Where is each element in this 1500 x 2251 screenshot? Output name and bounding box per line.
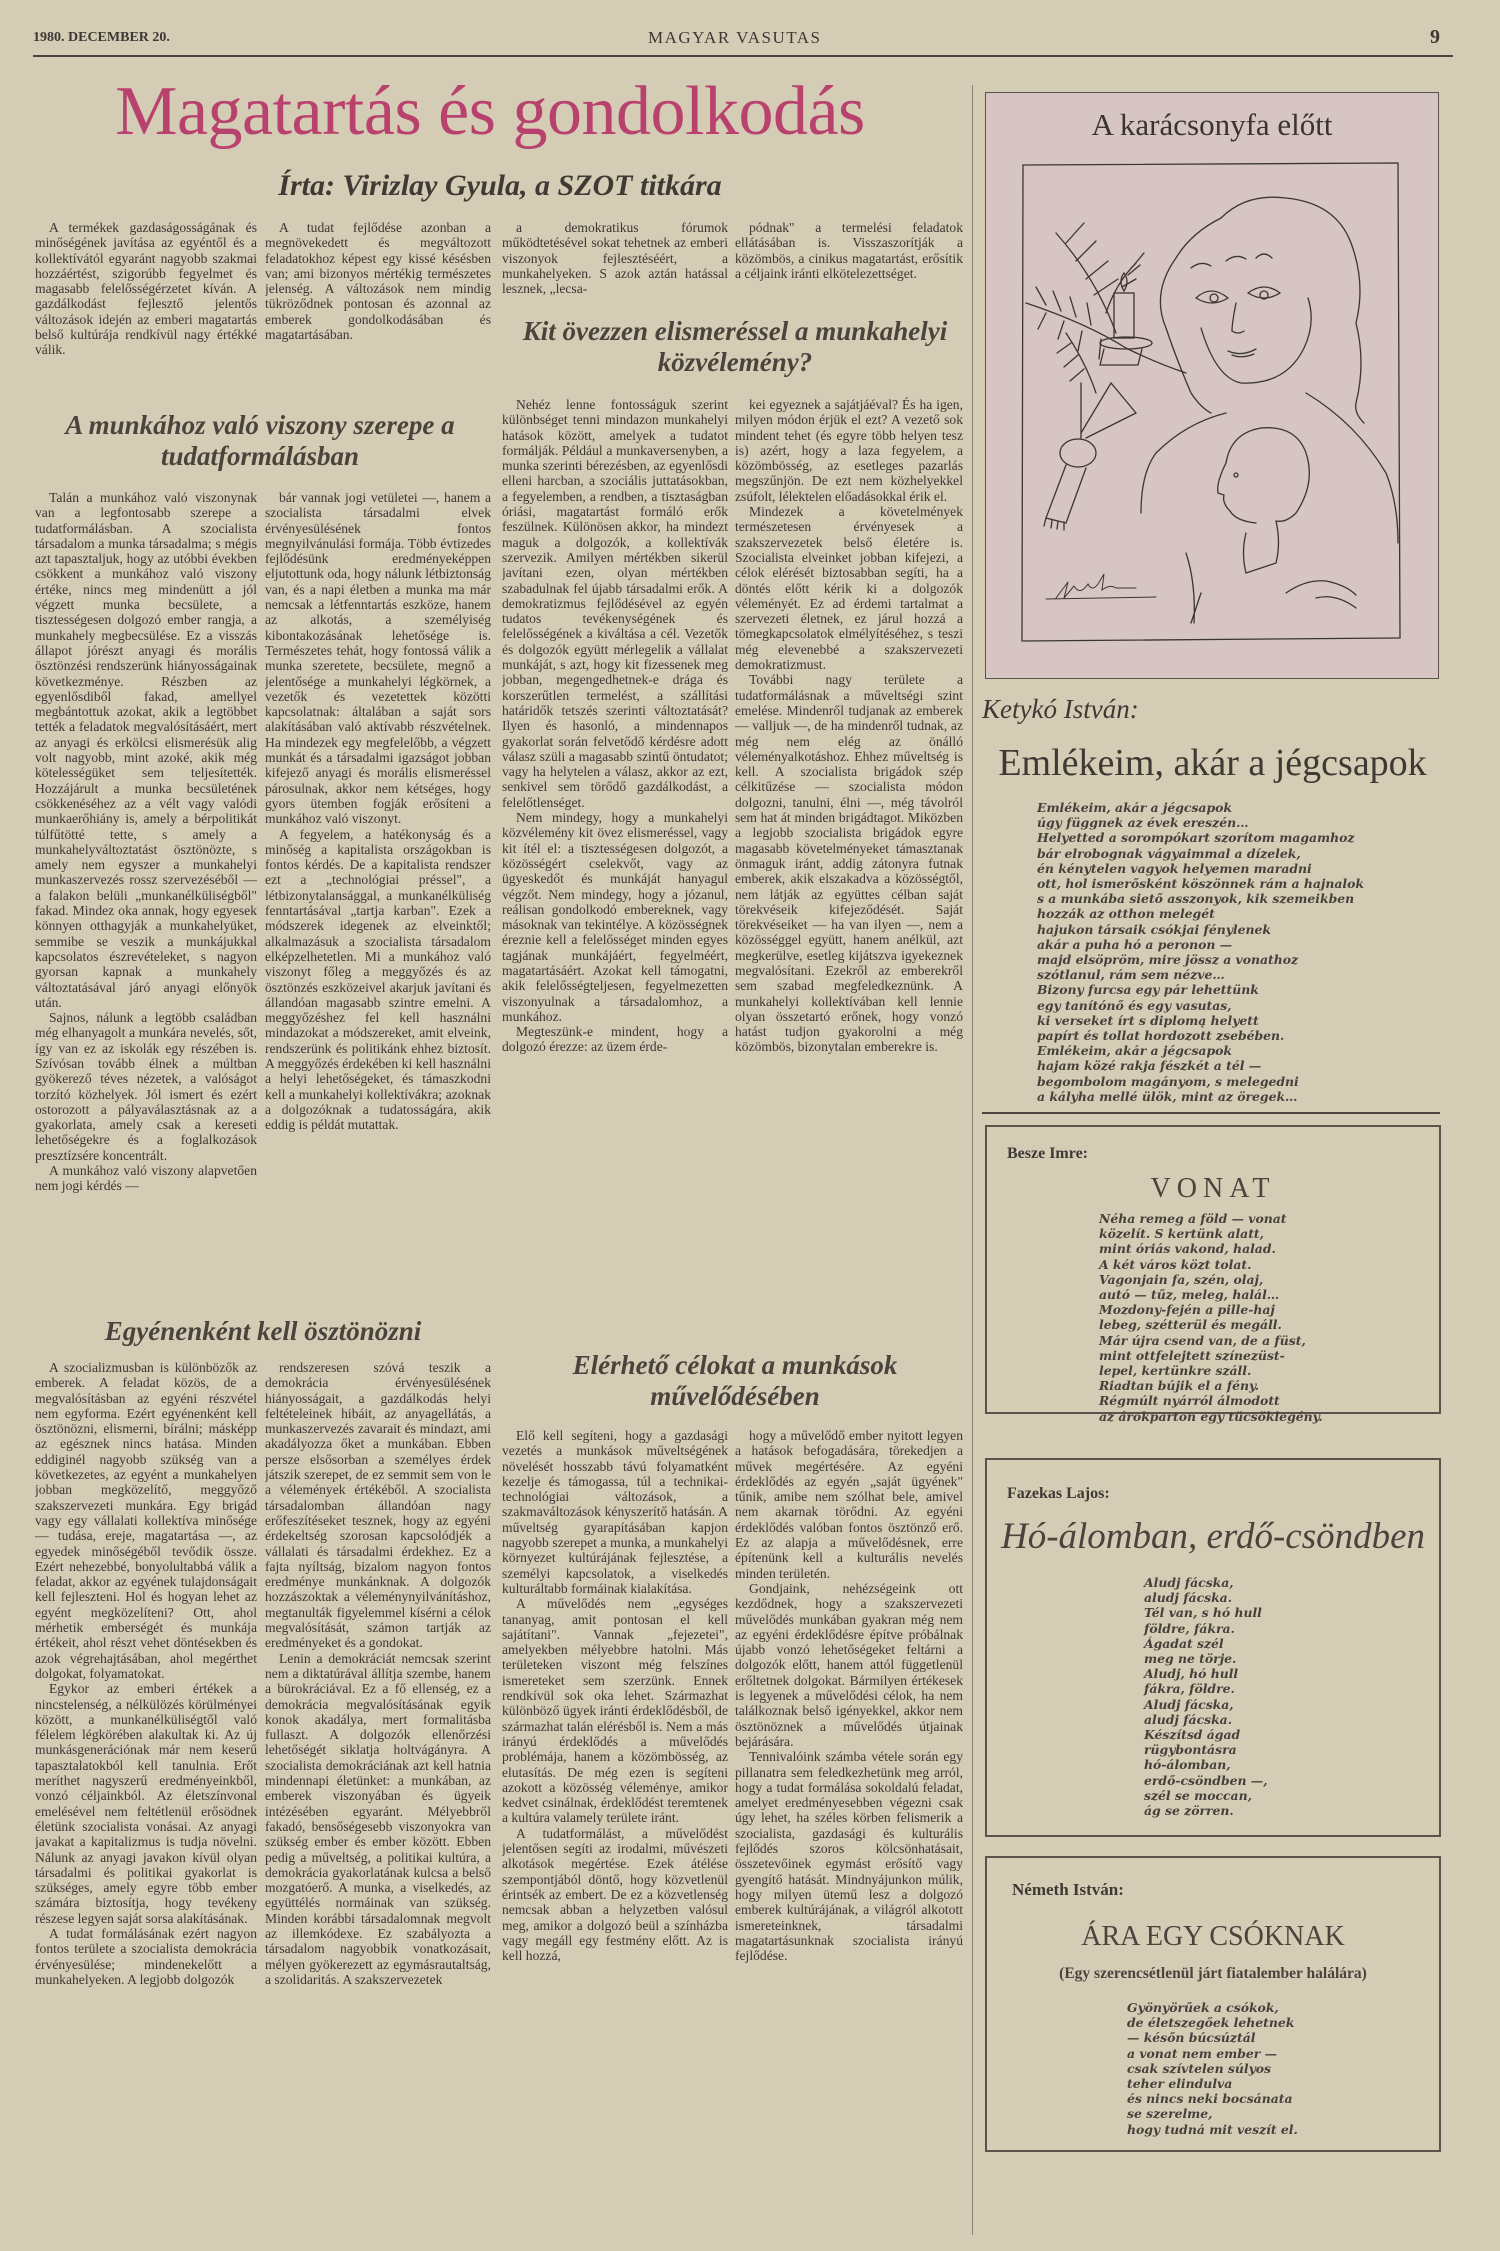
section-elerheto-column-2 (735, 1428, 963, 2228)
woman-figure (1141, 197, 1398, 543)
section-munkahoz-column-2 (265, 490, 491, 1290)
poem-line: Vagonjain fa, szén, olaj, (1099, 1271, 1264, 1287)
poem-line: földre, fákra. (1144, 1620, 1235, 1636)
poem-line: Bizony furcsa egy pár lehettünk (1037, 982, 1259, 998)
article-paragraph: A szocializmusban is különbözők az emberek. A feladat közös, de a megvalósításban az egyéni részvétel nem egyforma. Ezért egyénenként kell ösztönözni, elismerni, bírálni; másképp az egésznek nincs hatása. Minden eddiginél nagyobb szükség van a következetes, az egyént a munkahelyen jobban megközelítő, meggyőző szakszervezeti munkára. Egy brigád vagy egy vállalati kollektíva minősége — tudása, ereje, magatartása —, az egyedek minőségéből tevődik össze. Ezért nehezebbé, bonyolultabbá válik a feladat, akkor az egyének tulajdonságait kell fejleszteni. Hol és hogyan lehet az egyént megközelíteni? Ott, ahol mérhetik emberségét és munkája értékeit, ahol részt vehet döntésekben és azok végrehajtásában, ahol megérthet dolgokat, folyamatokat. (35, 1360, 257, 1681)
poem-divider (982, 1112, 1440, 1114)
masthead-paper-name: MAGYAR VASUTAS (648, 28, 822, 47)
poem-line: egy tanítónő és egy vasutas, (1037, 997, 1232, 1013)
poem-author-besze: Besze Imre: (1007, 1145, 1088, 1162)
poem-line: majd elsöpröm, mire jössz a vonathoz (1037, 952, 1299, 968)
article-paragraph: kei egyeznek a sajátjáéval? És ha igen, milyen módon érjük el ezt? A vezető sok mindent tehet (és egyre több helyen tesz is) azért, hogy a laza fegyelem, a közömbösség, az esetleges pazarlás megszűnjön. De ezt nem közhelyekkel zsúfolt, lélektelen előadásokkal érik el. (735, 397, 963, 504)
article-paragraph: rendszeresen szóvá teszik a demokrácia érvényesülésének hiányosságait, a gazdálkodás helyi feltételeinek hibáit, az anyagellátás, a munkaszervezés zavarait és mindazt, ami akadályozza őket a munkában. Ebben persze elsősorban a személyes érdek játszik szerepet, de ez semmit sem von le a vélemények értékéből. A szocialista társadalomban állandóan nagy erőfeszítéseket tesznek, hogy az egyéni érdekeltség szorosan kapcsolódjék a vállalati és társadalmi érdekhez. Ez a fajta nyíltság, bizalom nagyon fontos eredménye munkánknak. A dolgozók hozzászoktak a véleménynyilvánításhoz, megtanulták figyelemmel kísérni a célok megvalósítását, számon tartják az eredményeket és a gondokat. (265, 1360, 491, 1651)
poem-line: de életszegőek lehetnek (1127, 2015, 1295, 2031)
poem-line: se szerelme, (1127, 2106, 1213, 2122)
section-heading-kit-ovezzen: Kit övezzen elismeréssel a munkahelyi közvélemény? (522, 316, 948, 377)
poem-line: Emlékeim, akár a jégcsapok (1037, 800, 1232, 815)
poem-line: szótlanul, rám sem nézve… (1037, 967, 1225, 983)
poem-line: Helyetted a sorompókart szorítom magamhoz (1037, 830, 1355, 846)
poem-box-ho-alomban (985, 1458, 1441, 1837)
poem-body-vonat (1099, 1211, 1323, 1424)
article-byline: Írta: Virizlay Gyula, a SZOT titkára (278, 169, 722, 202)
poem-box-vonat (985, 1125, 1441, 1424)
poem-line: közelít. S kertünk alatt, (1099, 1226, 1264, 1242)
poem-line: ott, hol ismerősként köszönnek rám a hajnalok (1037, 876, 1364, 892)
article-paragraph: bár vannak jogi vetületei —, hanem a szocialista társadalmi elvek érvényesülésének fontos megnyilvánulási formája. Több évtizedes fejlődésünk eredményeképpen eljutottunk oda, hogy nálunk létbiztonság van, és a napi életben a munka ma már nemcsak a létfenntartás eszköze, hanem az alkotás, a személyiség kibontakozásának lehetősége is. Természetes tehát, hogy fontossá válik a munka szeretete, becsülete, megnő a jelentősége a munkahelyi légkörnek, a vezetők és vezetettek közötti kapcsolatnak: általában a saját sors alakításában való aktívabb részvételnek. Ha mindezek egy megfelelőbb, a végzett munkát és a társadalmi igazságot jobban kifejező anyagi és morális elismeréssel párosulnak, akkor nem kétséges, hogy gyors ütemben fogják erősíteni a munkához való viszonyt. (265, 490, 491, 827)
poem-line: Riadtan bújik el a fény. (1099, 1378, 1260, 1394)
article-paragraph: A tudatformálást, a művelődést jelentősen segíti az irodalmi, művészeti alkotások megértése. Ezek átélése szempontjából döntő, hogy közvetlenül érintsék az embert. De ez a közvetlenség nemcsak abban a helyzetben valósul meg, amikor a dolgozó beül a színházba vagy megáll egy festmény előtt. Az is kell hozzá, (502, 1825, 728, 1964)
illustration-title: A karácsonyfa előtt (1091, 107, 1333, 142)
poem-line: az árokparton egy tücsöklegény. (1099, 1408, 1323, 1424)
article-paragraph: A termékek gazdaságosságának és minőségének javítása az egyéntől és a kollektívától egyaránt nagyobb szakmai hozzáértést, szigorúbb fegyelmet és magasabb felelősségérzetet kíván. A gazdálkodást fejlesztő jelentős változások idején az emberi magatartás belső kultúrája rendkívül nagy értékké válik. (35, 220, 257, 358)
poem-line: aludj fácska. (1144, 1590, 1233, 1606)
child-figure (1186, 428, 1356, 623)
poem-line: Emlékeim, akár a jégcsapok (1037, 1043, 1232, 1059)
article-paragraph: A művelődés nem „egységes tananyag, amit pontosan el kell sajátítani". Vannak „fejezetei", amelyekben mélyebbre hatolni. Más területeken viszont még felszínes ismereteket sem szerzünk. Ennek rendkívül sok oka lehet. Származhat különböző ügyek iránti érdeklődésből, de származhat talán elérésből is. Nem a más irányú érdeklődés a művelődés problémája, hanem a közömbösség, az elutasítás. De még ezen is segíteni azokott a közösség véleménye, amikor kedvet csinálnak, érdeklődést teremtenek a kultúra valamely területe iránt. (502, 1596, 728, 1826)
article-paragraph: Megteszünk-e mindent, hogy a dolgozó érezze: az üzem érde- (502, 1024, 728, 1055)
poem-line: rügybontásra (1144, 1742, 1237, 1758)
section-heading-elerheto: Elérhető célokat a munkások művelődésében (572, 1350, 898, 1411)
section-egyenenkent-column-1 (35, 1360, 257, 2230)
poem-line: Néha remeg a föld — vonat (1099, 1211, 1287, 1226)
poem-line: lebeg, szétterül és megáll. (1099, 1317, 1282, 1333)
intro-column-1 (35, 220, 257, 395)
poem-line: hajukon társaik csókjai fénylenek (1037, 921, 1271, 937)
poem-line: mint óriás vakond, halad. (1099, 1241, 1276, 1257)
poem-title-ho-alomban: Hó-álomban, erdő-csöndben (1000, 1516, 1426, 1557)
ornament-bow-icon (1044, 383, 1136, 530)
poem-line: hajam közé rakja fészkét a tél — (1037, 1058, 1262, 1074)
article-paragraph: Talán a munkához való viszonynak van a legfontosabb szerepe a tudatformálásban. A szocialista társadalom a munka társadalma; s mégis azt tapasztaljuk, hogy az utóbbi években csökkent a munkához való viszony értéke, nincs meg mindenütt a jól végzett munka becsülete, a tisztességesen dolgozó ember rangja, a munkahely megbecsülése. Ez a visszás állapot jórészt anyagi és morális ösztönzési rendszerünk hiányosságainak következménye. Részben az egyenlősdiből fakad, amellyel megbántottuk azokat, akik a legtöbbet tették a feladatok megvalósításáért, mert az anyagi és erkölcsi elismerésük alig volt nagyobb, mint azoké, akik még kötelességüket sem teljesítették. Hozzájárult a munka becsületének csökkenéséhez az a vélt vagy valódi munkaerőhiány is, amely a bérpolitikát túlfűtötté tette, s amely a munkahelyváltoztatást ösztönözte, s amely nem egyszer a munkahelyi munkaszervezés rossz szervezéséből — a falakon belüli „munkanélküliségből" fakad. Mindez oka annak, hogy egyesek könnyen otthagyják a munkahelyüket, semmibe se veszik a munkájukkal kapcsolatos észrevételeket, s nagyon gyorsan kapnak a munkahely változtatásával járó anyagi előnyök után. (35, 490, 257, 1010)
poem-line: A két város közt tolat. (1099, 1256, 1252, 1272)
article-paragraph: Sajnos, nálunk a legtöbb családban még elhanyagolt a munkára nevelés, sőt, így van ez az iskolák egy részében is. Szívósan tovább élnek a múltban gyökerező téves nézetek, a valóságot torzító közhelyek. Jól ismert és ezért ostorozott a pályaválasztásnak az a gyakorlata, amely csak a kereseti lehetőségekre és a foglalkozások presztízsére koncentrált. (35, 1010, 257, 1163)
article-paragraph: Gondjaink, nehézségeink ott kezdődnek, hogy a szakszervezeti művelődés munkában gyakran még nem az egyéni érdeklődésre építve próbálnak újabb vonzó lehetőségeket feltárni a dolgozók előtt, hanem attól függetlenül erőltetnek dolgokat. Bármilyen értékesek is legyenek a művelődési célok, ha nem találkoznak belső igényekkel, akkor nem ösztönöznek a művelődés útjainak bejárására. (735, 1580, 963, 1749)
poem-line: a vonat nem ember — (1127, 2045, 1277, 2061)
article-paragraph: Lenin a demokráciát nemcsak szerint nem a diktatúrával állítja szembe, hanem a bürokráciával. Ez a fő ellenség, ez a demokrácia megvalósításának egyik konok akadálya, mert formalitásba fullaszt. A dolgozók ellenőrzési lehetőségét siklatja holtvágányra. A szocialista demokráciának azt kell hatnia mindennapi életünket: a munkában, az emberek viszonyában és ügyeik intézésében egyaránt. Mélyebbről fakadó, bensőségesebb viszonyokra van szükség ember és ember között. Ebben pedig a műveltség, a politikai kultúra, a demokrácia gyakorlatának kulcsa a belső mozgatóerő. A munka, a viselkedés, az együttélés normáinak van szükség. Minden korábbi társadalomnak megvolt az illemkódexe. Ez szabályozta a társadalom nagyobbik vonatkozásait, mélyen gyökerezett az egymásrautaltság, a szolidaritás. A szakszervezetek (265, 1650, 491, 1987)
intro-column-3 (502, 220, 728, 300)
poem-line: ág se zörren. (1144, 1803, 1234, 1819)
poem-line: begombolom magányom, s melegedni (1037, 1073, 1299, 1089)
page-number: 9 (1430, 26, 1440, 48)
poem-line: — későn búcsúztál (1127, 2030, 1256, 2046)
poem-line: Ágadat szél (1144, 1635, 1224, 1651)
poem-line: csak szívtelen súlyos (1127, 2060, 1272, 2076)
section-heading-munkahoz: A munkához való viszony szerepe a tudatformálásban (65, 410, 455, 471)
poem-line: Aludj fácska, (1144, 1575, 1234, 1590)
poem-line: aludj fácska. (1144, 1711, 1233, 1727)
illustration-box (985, 92, 1439, 679)
artist-signature (1046, 574, 1156, 599)
poem-line: Tél van, s hó hull (1144, 1605, 1262, 1621)
poem-line: s a munkába siető asszonyok, kik szemeikben (1037, 891, 1355, 907)
article-paragraph: Egykor az emberi értékek a nincstelenség, a nélkülözés körülményei között, a munkanélküliségtől való félelem légkörében alakultak ki. Az új munkásgenerációnak már nem keserű tapasztalatokból kell tanulnia. Erőt meríthet nagyszerű eredményeinkből, vonzó céljainkból. Az életszínvonal emelésével nem feltétlenül erősödnek életünk szocialista vonásai. Az anyagi javakat a kapitalizmus is tudja növelni. Nálunk az anyagi javakon kívül olyan társadalmi és politikai gyakorlat is szükséges, amely egyre több ember számára biztosítja, hogy tevékeny részese legyen saját sorsa alakításának. (35, 1681, 257, 1926)
article-paragraph: A fegyelem, a hatékonyság és a minőség a kapitalista országokban is fontos kérdés. De a kapitalista rendszer ezt a „technológiai préssel", a létbizonytalansággal, a munkanélküliség fenntartásával „tartja karban". Ezek a módszerek idegenek az elveinktől; alkalmazásuk a szocialista társadalom elképzelhetetlen. Mi a munkához való viszonyt főleg a meggyőzés és az ösztönzés eszközeivel akarjuk javítani és állandóan magasabb szintre emelni. A meggyőzéshez fel kell használni mindazokat a módszereket, amit elveink, rendszerünk és politikánk ehhez biztosít. A meggyőzés érdekében ki kell használni a helyi lehetőségeket, és támaszkodni kell a munkahelyi kollektívákra; azoknak a dolgozóknak a tudatosságára, akik eddig is példát mutattak. (265, 826, 491, 1133)
poem-line: papírt és tollat hordozott zsebében. (1037, 1028, 1285, 1044)
article-paragraph: Elő kell segíteni, hogy a gazdasági vezetés a munkások műveltségének növelését hosszabb távú folyamatként kezelje és támogassa, túl a technikai-technológiai változások, a szakmaváltozások kényszerítő hatásán. A műveltség gyarapításában kapjon nagyobb szerepet a munka, a munkahelyi környezet kultúrájának fejlesztése, a személyi kapcsolatok, a viselkedés kulturáltabb formáinak kialakítása. (502, 1428, 728, 1596)
poem-line: lepel, kertünkre száll. (1099, 1363, 1252, 1379)
section-munkahoz-column-1 (35, 490, 257, 1290)
poem-line: Régmúlt nyárról álmodott (1099, 1393, 1280, 1409)
article-paragraph: a demokratikus fórumok működtetésével sokat tehetnek az emberi viszonyok fejlesztéséért, a munkahelyeken. S azok aztán hatással lesznek, „lecsa- (502, 220, 728, 297)
poem-line: szél se moccan, (1144, 1787, 1252, 1803)
poem-line: Aludj, hó hull (1144, 1666, 1239, 1682)
poem-line: ki verseket írt s diplomą helyett (1037, 1012, 1259, 1028)
poem-body-ara-egy-csoknak (1127, 2000, 1298, 2137)
article-paragraph: hogy a művelődő ember nyitott legyen a hatások befogadására, törekedjen a művek megértésére. Az egyéni érdeklődés az egyén „saját ügyének" tűnik, amibe nem szólhat bele, amivel nem akarnak törődni. Az egyéni érdeklődés valóban fontos ösztönző erő. Ez az alapja a művelődésnek, erre építenünk kell a kulturális nevelés minden területén. (735, 1428, 963, 1581)
section-heading-egyenenkent: Egyénenként kell ösztönözni (104, 1316, 422, 1346)
poem-line: hozzák az otthon melegét (1037, 906, 1215, 922)
poem-line: hogy tudná mit veszít el. (1127, 2121, 1298, 2137)
poem-line: teher elindulva (1127, 2076, 1233, 2092)
poem-line: Aludj fácska, (1144, 1696, 1234, 1712)
poem-title-ara-egy-csoknak: ÁRA EGY CSÓKNAK (1081, 1921, 1345, 1952)
article-paragraph: További nagy területe a tudatformálásnak a műveltségi szint emelése. Mindenről tudjanak az emberek — valljuk —, de ha mindenről tudnak, az még nem elég az önálló véleményalkotáshoz. Ehhez műveltség is kell. A szocialista brigádok szép célkitűzése — szocialista módon dolgozni, tanulni, élni —, még távolról sem hat át minden brigádtagot. Miközben a legjobb szocialista brigádok egyre magasabb követelményeket támasztanak önmaguk iránt, addig zátonyra futnak emberek, akik elszakadva a közösségtől, nem látják az együttes célban saját törekvéseik kifejeződését. Saját törekvéseiket — ha van ilyen —, nem a közösséggel együtt, hanem anélkül, azt megkerülve, esetleg kijátszva igyekeznek megvalósítani. Ezekről az emberekről sem szabad megfeledkeznünk. A munkahelyi kollektívában kell lennie olyan összetartó erőnek, hogy vonzó hatást tudjon gyakorolni a még közömbös, bizonytalan emberekre is. (735, 672, 963, 1055)
article-paragraph: A tudat formálásának ezért nagyon fontos területe a szocialista demokrácia érvényesülése; mindenekelőtt a munkahelyeken. A legjobb dolgozók (35, 1925, 257, 1987)
poem-title-vonat: VONAT (1150, 1173, 1276, 1204)
intro-column-4 (735, 220, 963, 300)
poem-author-ketyko: Ketykó István: (982, 694, 1139, 724)
article-paragraph: pódnak" a termelési feladatok ellátásában is. Visszaszorítják a közömbös, a cinikus magatartást, erősítik a céljaink iránti elkötelezettséget. (735, 220, 963, 281)
article-paragraph: Nehéz lenne fontosságuk szerint különbséget tenni mindazon munkahelyi hatások között, amelyek a tudatot formálják. Például a munkaversenyben, a munka szerinti bérezésben, az egyenlősdi elleni harcban, a szociális juttatásokban, a fegyelemben, a rendben, a tisztaságban óriási, magatartást formáló erők feszülnek. Különösen akkor, ha mindezt maguk a dolgozók, a kollektívák szervezik. Amilyen mértékben sikerül javítani ezen, olyan mértékben szabadulnak fel újabb társadalmi erők. A demokratizmus fejlődésével az egyén tudatos tevékenységének és felelősségének a kiváltása a cél. Vezetők és dolgozók együtt mérlegelik a vállalat munkáját, s azt, hogy kit fizessenek meg jobban, megengedhetnek-e drága és korszerűtlen termelést, a szállítási határidők tetszés szerinti változtatását? Ilyen és hasonló, a mindennapos gyakorlat során felvetődő kérdésre adott válasz szüli a magasabb szintű öntudatot; vagy ha helytelen a válasz, akkor az ezt, senkivel sem törődő gazdálkodást, a felelőtlenséget. (502, 397, 728, 810)
poem-line: Készítsd ágad (1144, 1727, 1241, 1743)
poem-line: bár elrobognak vágyaimmal a dízelek, (1037, 845, 1301, 861)
poem-title-emlekeim: Emlékeim, akár a jégcsapok (998, 742, 1427, 784)
poem-line: úgy függnek az évek ereszén… (1037, 815, 1249, 831)
poem-line: erdő-csöndben —, (1144, 1772, 1268, 1788)
poem-line: és nincs neki bocsánata (1127, 2091, 1293, 2107)
poem-box-ara-egy-csoknak (985, 1856, 1441, 2152)
illustration-frame (1022, 163, 1400, 641)
section-elerheto-column-1 (502, 1428, 728, 2228)
poem-author-fazekas: Fazekas Lajos: (1007, 1485, 1110, 1502)
article-title: Magatartás és gondolkodás (115, 73, 865, 150)
poem-line: Mozdony-fején a pille-haj (1099, 1302, 1275, 1318)
poem-line: meg ne törje. (1144, 1651, 1237, 1667)
poem-line: akár a puha hó a peronon — (1037, 936, 1233, 952)
poem-subtitle-ara-egy-csoknak: (Egy szerencsétlenül járt fiatalember halálára) (1059, 1965, 1367, 1982)
article-paragraph: Mindezek a követelmények természetesen érvényesek a szakszervezetek belső életére is. Szocialista elveinket jobban kifejezi, a célok elérését biztosabban segíti, ha a döntés előtt kérik ki a dolgozók véleményét. Ez ad érdemi tartalmat a szervezeti életnek, ez járul hozzá a tömegkapcsolatok elmélyítéséhez, s teszi még elevenebbé a szakszervezeti demokratizmust. (735, 504, 963, 673)
article-paragraph: Tennivalóink számba vétele során egy pillanatra sem feledkezhetünk meg arról, hogy a tudat formálása sokoldalú feladat, amelyet eredményesebben végezni csak úgy lehet, ha széles körben felismerik a szocialista, gazdasági és kulturális fejlődés szoros kölcsönhatásait, összetevőinek egymást erősítő vagy gyengítő hatását. Mindnyájunkon múlik, hogy milyen ütemű lesz a dolgozó emberek kultúrájának, a világról alkotott ismereteinknek, társadalmi magatartásunknak szocialista irányú fejlődése. (735, 1749, 963, 1964)
christmas-illustration (986, 93, 1438, 678)
poem-body-ho-alomban (1144, 1575, 1268, 1818)
intro-column-2 (265, 220, 491, 395)
poem-line: Már újra csend van, de a füst, (1099, 1332, 1306, 1348)
section-kit-ovezzen-column-2 (735, 397, 963, 1312)
poem-line: én kénytelen vagyok helyemen maradni (1037, 860, 1312, 876)
candle-icon (1100, 273, 1152, 365)
fir-branch-icon (1026, 223, 1186, 393)
poem-line: Gyönyörűek a csókok, (1127, 2000, 1279, 2015)
article-paragraph: A tudat fejlődése azonban a megnövekedett és megváltozott feladatokhoz képest egy kissé késésben van; ami bizonyos mértékig természetes jelenség. A változások nem mindig tükröződnek pontosan és azonnal az emberek gondolkodásában és magatartásában. (265, 220, 491, 343)
article-paragraph: Nem mindegy, hogy a munkahelyi közvélemény kit övez elismeréssel, vagy kit ítél el: a tisztességesen dolgozót, a közösségért cselekvőt, vagy az ügyeskedőt és munkáját hanyagul végzőt. Nem mindegy, hogy a józanul, reálisan gondolkodó embereknek, vagy másoknak van tekintélye. A közösségnek éreznie kell a felelősséget minden egyes tagjának munkájáért, fegyelméért, magatartásáért. Azokat kell támogatni, akik felelősségteljesen, fegyelmezetten viszonyulnak a társadalomhoz, a munkához. (502, 810, 728, 1024)
poem-line: autó — tűz, meleg, halál… (1099, 1287, 1280, 1303)
poem-body-emlekeim (1037, 800, 1364, 1104)
masthead-date: 1980. DECEMBER 20. (33, 30, 170, 45)
column-divider (972, 85, 973, 2235)
section-kit-ovezzen-column-1 (502, 397, 728, 1312)
poem-line: a kályha mellé ülök, mint az öregek… (1037, 1088, 1298, 1104)
poem-line: mint ottfelejtett színezüst- (1099, 1347, 1285, 1363)
article-paragraph: A munkához való viszony alapvetően nem jogi kérdés — (35, 1163, 257, 1194)
poem-author-nemeth: Németh István: (1012, 1880, 1124, 1899)
masthead-rule (33, 55, 1453, 57)
poem-line: fákra, földre. (1144, 1681, 1235, 1697)
poem-line: hó-álomban, (1144, 1757, 1231, 1773)
section-egyenenkent-column-2 (265, 1360, 491, 2230)
